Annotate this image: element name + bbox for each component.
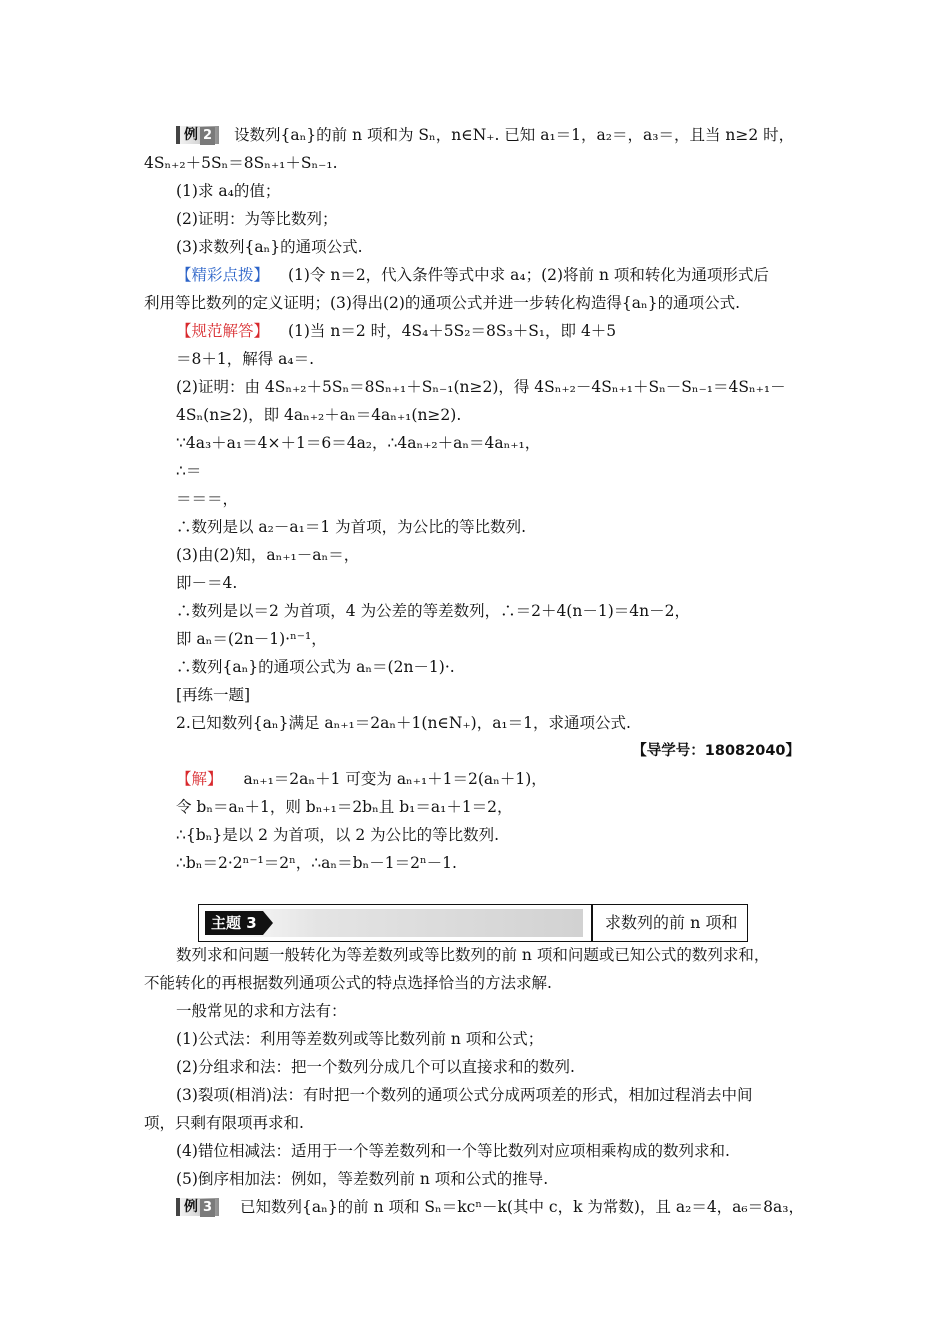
solution-line-10: 即－＝4.	[176, 574, 238, 592]
answer-line-3: ∴{bₙ}是以 2 为首项，以 2 为公比的等比数列.	[176, 826, 500, 844]
solution-line-4: 4Sₙ(n≥2)，即 4aₙ₊₂＋aₙ＝4aₙ₊₁(n≥2).	[176, 406, 462, 424]
method-3b: 项，只剩有限项再求和.	[144, 1114, 304, 1132]
solution-line-6: ∴＝	[176, 462, 202, 480]
practice-heading: [再练一题]	[176, 686, 251, 704]
topic-3-paragraph-2: 一般常见的求和方法有：	[176, 1002, 347, 1020]
topic-3-paragraph-1a: 数列求和问题一般转化为等差数列或等比数列的前 n 项和问题或已知公式的数列求和，	[176, 946, 770, 964]
answer-line-4: ∴bₙ＝2·2ⁿ⁻¹＝2ⁿ，∴aₙ＝bₙ－1＝2ⁿ－1.	[176, 854, 457, 872]
arrow-right-icon	[263, 911, 273, 935]
method-1: (1)公式法：利用等差数列或等比数列前 n 项和公式；	[176, 1030, 544, 1048]
method-3a: (3)裂项(相消)法：有时把一个数列的通项公式分成两项差的形式，相加过程消去中间	[176, 1086, 753, 1104]
solution-line-5: ∵4a₃＋a₁＝4×＋1＝6＝4a₂，∴4aₙ₊₂＋aₙ＝4aₙ₊₁，	[176, 434, 541, 452]
answer-line-2: 令 bₙ＝aₙ＋1，则 bₙ₊₁＝2bₙ且 b₁＝a₁＋1＝2，	[176, 798, 513, 816]
topic-3-header	[198, 904, 748, 942]
solution-line-8: ∴数列是以 a₂－a₁＝1 为首项，为公比的等比数列.	[176, 518, 527, 536]
solution-line-1: 【规范解答】 (1)当 n＝2 时，4S₄＋5S₂＝8S₃＋S₁，即 4＋5	[176, 322, 617, 340]
answer-label: 【解】	[176, 770, 223, 788]
solution-line-9: (3)由(2)知，aₙ₊₁－aₙ＝，	[176, 546, 360, 564]
hint-label: 【精彩点拨】	[176, 266, 270, 284]
topic-3-title: 求数列的前 n 项和	[605, 913, 738, 932]
topic-3-paragraph-1b: 不能转化的再根据数列通项公式的特点选择恰当的方法求解.	[144, 974, 552, 992]
hint-line-2: 利用等比数列的定义证明；(3)得出(2)的通项公式并进一步转化构造得{aₙ}的通项公式.	[144, 294, 741, 312]
solution-line-13: ∴数列{aₙ}的通项公式为 aₙ＝(2n－1)·.	[176, 658, 455, 676]
solution-label: 【规范解答】	[176, 322, 270, 340]
example-2-question-3: (3)求数列{aₙ}的通项公式.	[176, 238, 363, 256]
example-2-badge: 例 2	[176, 126, 219, 144]
practice-problem: 2.已知数列{aₙ}满足 aₙ₊₁＝2aₙ＋1(n∈N₊)，a₁＝1，求通项公式.	[176, 714, 631, 732]
solution-line-3: (2)证明：由 4Sₙ₊₂＋5Sₙ＝8Sₙ₊₁＋Sₙ₋₁(n≥2)，得 4Sₙ₊₂－4Sₙ₊₁＋Sₙ－Sₙ₋₁＝4Sₙ₊₁－	[176, 378, 786, 396]
topic-3-label: 主题 3	[205, 911, 263, 935]
method-2: (2)分组求和法：把一个数列分成几个可以直接求和的数列.	[176, 1058, 575, 1076]
example-3-statement: 例 3 已知数列{aₙ}的前 n 项和 Sₙ＝kcⁿ－k(其中 c，k 为常数)，且 a₂＝4，a₆＝8a₃，	[176, 1196, 804, 1218]
solution-line-7: ＝＝＝，	[176, 490, 239, 508]
example-3-badge: 例 3	[176, 1198, 219, 1216]
topic-3-divider	[591, 905, 593, 941]
topic-3-label-bar	[205, 909, 583, 937]
answer-line-1: 【解】 aₙ₊₁＝2aₙ＋1 可变为 aₙ₊₁＋1＝2(aₙ＋1)，	[176, 770, 547, 788]
solution-line-12: 即 aₙ＝(2n－1)·ⁿ⁻¹，	[176, 630, 327, 648]
solution-line-11: ∴数列是以＝2 为首项，4 为公差的等差数列，∴＝2＋4(n－1)＝4n－2，	[176, 602, 690, 620]
example-2-question-1: (1)求 a₄的值；	[176, 182, 281, 200]
example-2-statement: 例 2 设数列{aₙ}的前 n 项和为 Sₙ，n∈N₊. 已知 a₁＝1，a₂＝，a₃＝，且当 n≥2 时，	[176, 124, 794, 146]
example-2-question-2: (2)证明：为等比数列；	[176, 210, 338, 228]
reference-number: 【导学号：18082040】	[632, 743, 800, 759]
solution-line-2: ＝8＋1，解得 a₄＝.	[176, 350, 315, 368]
method-5: (5)倒序相加法：例如，等差数列前 n 项和公式的推导.	[176, 1170, 549, 1188]
hint-line-1: 【精彩点拨】 (1)令 n＝2，代入条件等式中求 a₄；(2)将前 n 项和转化为通项形式后	[176, 266, 769, 284]
example-2-condition: 4Sₙ₊₂＋5Sₙ＝8Sₙ₊₁＋Sₙ₋₁.	[144, 154, 338, 172]
method-4: (4)错位相减法：适用于一个等差数列和一个等比数列对应项相乘构成的数列求和.	[176, 1142, 730, 1160]
